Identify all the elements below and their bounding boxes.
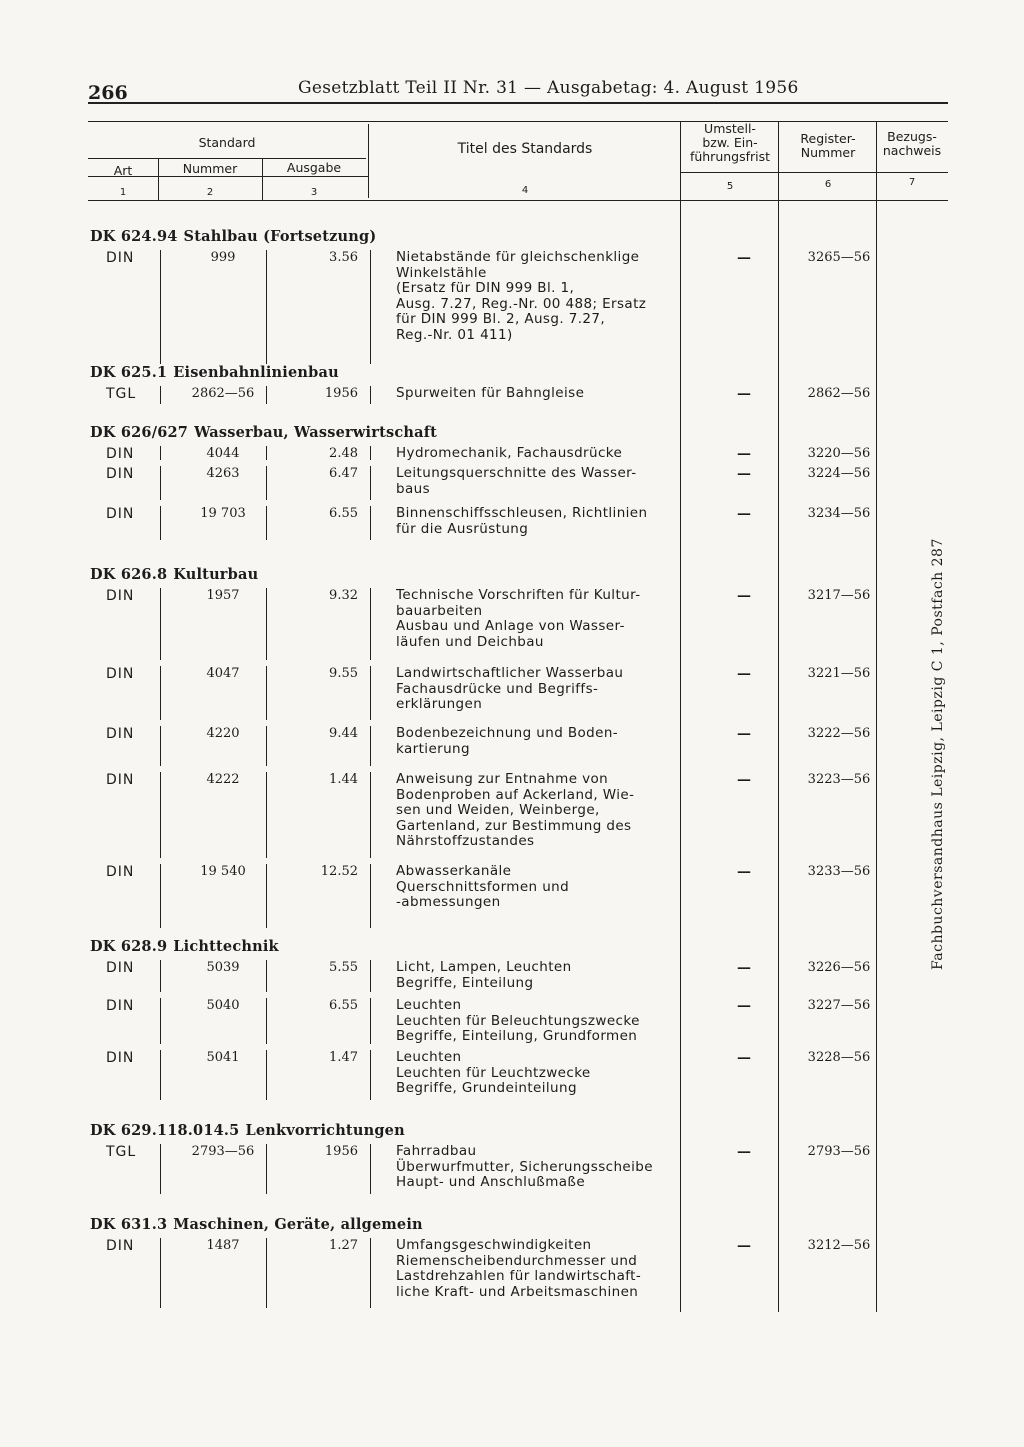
cell-nummer: 1957 (206, 588, 240, 603)
cell-ausgabe: 1.27 (329, 1238, 358, 1253)
cell-nummer: 999 (210, 250, 236, 265)
row-rule (160, 666, 161, 720)
cell-nummer: 5041 (206, 1050, 240, 1065)
cell-ausgabe: 1.44 (329, 772, 358, 787)
title-line: Landwirtschaftlicher Wasserbau (396, 665, 624, 681)
cell-umstell: — (737, 1144, 751, 1160)
row-rule (266, 772, 267, 858)
title-line: Abwasserkanäle (396, 863, 512, 879)
cell-umstell: — (737, 864, 751, 880)
title-line: Haupt- und Anschlußmaße (396, 1174, 586, 1190)
cell-nummer: 4044 (206, 446, 240, 461)
table-row (88, 1238, 948, 1314)
row-rule (160, 1238, 161, 1308)
cell-umstell: — (737, 1050, 751, 1066)
cell-titel (396, 386, 696, 402)
header-nummer: Nummer (182, 161, 238, 176)
cell-register: 3212—56 (807, 1238, 871, 1253)
title-line: sen und Weiden, Weinberge, (396, 802, 600, 818)
cell-nummer: 19 703 (200, 506, 246, 521)
title-line: Bodenbezeichnung und Boden- (396, 725, 619, 741)
cell-art: DIN (106, 506, 135, 522)
cell-nummer: 19 540 (200, 864, 246, 879)
row-rule (370, 386, 371, 404)
title-line: -abmessungen (396, 894, 501, 910)
row-rule (370, 466, 371, 500)
title-line: Reg.-Nr. 01 411) (396, 326, 513, 343)
row-rule (266, 1144, 267, 1194)
col-number: 1 (119, 187, 127, 198)
table-row (88, 864, 948, 934)
col-number: 6 (824, 179, 832, 190)
table-row (88, 386, 948, 410)
cell-nummer: 2862—56 (191, 386, 255, 401)
header-register (780, 132, 876, 160)
title-line: Licht, Lampen, Leuchten (396, 959, 572, 975)
row-rule (370, 1050, 371, 1100)
title-line: Überwurfmutter, Sicherungsscheibe (396, 1158, 653, 1175)
cell-ausgabe: 9.44 (329, 726, 358, 741)
cell-titel (396, 1050, 696, 1097)
header-umstell-line: bzw. Ein- (702, 135, 758, 150)
cell-art: DIN (106, 864, 135, 880)
row-rule (266, 726, 267, 766)
row-rule (160, 386, 161, 404)
row-rule (266, 960, 267, 992)
cell-nummer: 2793—56 (191, 1144, 255, 1159)
header-ausgabe: Ausgabe (286, 160, 342, 175)
row-rule (370, 588, 371, 660)
section-name: Maschinen, Geräte, allgemein (173, 1216, 423, 1233)
title-line: Riemenscheibendurchmesser und (396, 1252, 638, 1269)
header-divider (88, 176, 368, 177)
title-line: kartierung (396, 740, 470, 757)
table-row (88, 726, 948, 772)
cell-titel (396, 666, 696, 713)
header-col-rule (158, 158, 159, 200)
cell-nummer: 5039 (206, 960, 240, 975)
cell-register: 3217—56 (807, 588, 871, 603)
col-number: 7 (908, 177, 916, 188)
title-line: Ausg. 7.27, Reg.-Nr. 00 488; Ersatz (396, 295, 647, 312)
section-code: DK 624.94 (90, 228, 178, 245)
cell-art: DIN (106, 588, 135, 604)
title-line: Begriffe, Einteilung (396, 974, 534, 991)
cell-nummer: 5040 (206, 998, 240, 1013)
title-line: Hydromechanik, Fachausdrücke (396, 445, 623, 461)
title-line: baus (396, 480, 431, 497)
section-name: Kulturbau (173, 566, 259, 583)
cell-umstell: — (737, 446, 751, 462)
cell-art: DIN (106, 666, 135, 682)
side-imprint-text: Fachbuchversandhaus Leipzig, Leipzig C 1, Postfach 287 (930, 538, 946, 970)
header-divider (88, 158, 366, 159)
cell-ausgabe: 6.55 (329, 998, 358, 1013)
section-name: Lichttechnik (173, 938, 279, 955)
row-rule (370, 250, 371, 364)
cell-titel (396, 446, 696, 462)
cell-register: 3234—56 (807, 506, 871, 521)
side-imprint (930, 538, 1024, 970)
header-col-rule (368, 124, 369, 198)
section-title (90, 364, 339, 381)
cell-nummer: 4047 (206, 666, 240, 681)
title-line: Anweisung zur Entnahme von (396, 771, 609, 787)
cell-art: DIN (106, 998, 135, 1014)
header-col-rule (262, 158, 263, 200)
row-rule (266, 446, 267, 460)
cell-art: DIN (106, 726, 135, 742)
title-line: für die Ausrüstung (396, 520, 529, 537)
section-rows (88, 250, 948, 370)
cell-register: 3233—56 (807, 864, 871, 879)
section-code: DK 631.3 (90, 1216, 168, 1233)
title-line: für DIN 999 Bl. 2, Ausg. 7.27, (396, 311, 606, 327)
header-register-line: Register- (800, 131, 856, 146)
running-head (88, 78, 948, 102)
cell-umstell: — (737, 588, 751, 604)
table-row (88, 1050, 948, 1106)
title-line: Spurweiten für Bahngleise (396, 385, 585, 401)
title-line: Begriffe, Grundeinteilung (396, 1080, 577, 1096)
row-rule (160, 1050, 161, 1100)
title-line: (Ersatz für DIN 999 Bl. 1, (396, 280, 575, 296)
section-name: Lenkvorrichtungen (245, 1122, 405, 1139)
row-rule (266, 250, 267, 364)
title-line: Nietabstände für gleichschenklige (396, 249, 640, 265)
row-rule (266, 1050, 267, 1100)
row-rule (370, 506, 371, 540)
cell-art: DIN (106, 250, 135, 266)
cell-art: DIN (106, 466, 135, 482)
cell-umstell: — (737, 250, 751, 266)
table-row (88, 772, 948, 864)
row-rule (266, 864, 267, 928)
row-rule (370, 864, 371, 928)
row-rule (160, 250, 161, 364)
section-name: Eisenbahnlinienbau (173, 364, 339, 381)
row-rule (266, 998, 267, 1044)
title-line: Gartenland, zur Bestimmung des (396, 817, 632, 834)
row-rule (266, 466, 267, 500)
title-line: Nährstoffzustandes (396, 833, 535, 849)
table-header (88, 120, 948, 200)
section-rows (88, 960, 948, 1106)
cell-titel (396, 588, 696, 650)
cell-art: DIN (106, 1050, 135, 1066)
section-title (90, 1122, 405, 1139)
title-line: Querschnittsformen und (396, 878, 570, 895)
title-line: Technische Vorschriften für Kultur- (396, 587, 641, 603)
section-name: Stahlbau (Fortsetzung) (183, 228, 377, 245)
table-row (88, 446, 948, 466)
header-art: Art (113, 163, 133, 178)
cell-ausgabe: 1956 (324, 386, 358, 401)
row-rule (266, 506, 267, 540)
cell-umstell: — (737, 726, 751, 742)
section-title (90, 1216, 423, 1233)
header-bezugs (876, 130, 948, 158)
cell-ausgabe: 5.55 (329, 960, 358, 975)
row-rule (370, 772, 371, 858)
cell-register: 2793—56 (807, 1144, 871, 1159)
row-rule (370, 960, 371, 992)
section-code: DK 629.118.014.5 (90, 1122, 240, 1139)
cell-ausgabe: 12.52 (320, 864, 358, 879)
col-number: 5 (726, 181, 734, 192)
section-rows (88, 446, 948, 546)
cell-nummer: 1487 (206, 1238, 240, 1253)
section-rows (88, 1144, 948, 1200)
header-umstell (682, 122, 778, 164)
cell-umstell: — (737, 1238, 751, 1254)
section-rows (88, 588, 948, 934)
title-line: Lastdrehzahlen für landwirtschaft- (396, 1268, 642, 1284)
cell-umstell: — (737, 506, 751, 522)
title-line: liche Kraft- und Arbeitsmaschinen (396, 1283, 639, 1300)
section-rows (88, 386, 948, 410)
cell-register: 3226—56 (807, 960, 871, 975)
title-line: erklärungen (396, 696, 483, 712)
row-rule (160, 772, 161, 858)
title-line: Leitungsquerschnitte des Wasser- (396, 465, 637, 481)
row-rule (160, 506, 161, 540)
cell-register: 3223—56 (807, 772, 871, 787)
row-rule (160, 446, 161, 460)
cell-titel (396, 466, 696, 497)
header-bottom-rule (88, 200, 948, 201)
row-rule (370, 998, 371, 1044)
table-row (88, 960, 948, 998)
section-code: DK 625.1 (90, 364, 168, 381)
title-line: Fahrradbau (396, 1143, 477, 1159)
title-line: Leuchten (396, 997, 462, 1013)
cell-register: 3224—56 (807, 466, 871, 481)
cell-titel (396, 998, 696, 1045)
header-standard: Standard (198, 135, 256, 150)
cell-ausgabe: 9.32 (329, 588, 358, 603)
header-bezugs-line: Bezugs- (887, 129, 937, 144)
row-rule (370, 1144, 371, 1194)
cell-register: 3220—56 (807, 446, 871, 461)
section-title (90, 228, 376, 245)
table-row (88, 506, 948, 546)
cell-ausgabe: 3.56 (329, 250, 358, 265)
table-row (88, 998, 948, 1050)
table-row (88, 666, 948, 726)
table-row (88, 466, 948, 506)
header-titel: Titel des Standards (457, 141, 593, 157)
cell-art: DIN (106, 960, 135, 976)
row-rule (266, 386, 267, 404)
section-title (90, 566, 258, 583)
section-title (90, 938, 279, 955)
col-number: 4 (521, 185, 529, 196)
section-name: Wasserbau, Wasserwirtschaft (194, 424, 438, 441)
title-line: Ausbau und Anlage von Wasser- (396, 618, 625, 634)
title-line: läufen und Deichbau (396, 633, 544, 650)
cell-ausgabe: 1.47 (329, 1050, 358, 1065)
title-line: Winkelstähle (396, 264, 487, 281)
row-rule (266, 666, 267, 720)
cell-register: 3227—56 (807, 998, 871, 1013)
header-bezugs-line: nachweis (882, 143, 942, 158)
header-umstell-line: führungsfrist (689, 149, 771, 164)
cell-titel (396, 960, 696, 991)
header-register-line: Nummer (800, 145, 856, 160)
section-code: DK 626/627 (90, 424, 189, 441)
cell-ausgabe: 2.48 (329, 446, 358, 461)
col-number: 2 (206, 187, 214, 198)
title-line: Umfangsgeschwindigkeiten (396, 1237, 592, 1253)
cell-nummer: 4222 (206, 772, 240, 787)
title-line: Begriffe, Einteilung, Grundformen (396, 1028, 638, 1044)
row-rule (370, 1238, 371, 1308)
cell-ausgabe: 6.47 (329, 466, 358, 481)
table-row (88, 588, 948, 666)
cell-register: 3265—56 (807, 250, 871, 265)
title-line: bauarbeiten (396, 602, 483, 619)
cell-art: DIN (106, 446, 135, 462)
row-rule (160, 1144, 161, 1194)
cell-art: TGL (106, 386, 137, 402)
cell-umstell: — (737, 960, 751, 976)
cell-nummer: 4220 (206, 726, 240, 741)
header-umstell-line: Umstell- (704, 121, 756, 136)
row-rule (160, 726, 161, 766)
head-rule (88, 102, 948, 104)
row-rule (266, 588, 267, 660)
cell-umstell: — (737, 666, 751, 682)
cell-titel (396, 506, 696, 537)
row-rule (370, 666, 371, 720)
section-rows (88, 1238, 948, 1314)
cell-titel (396, 864, 696, 911)
col-number: 3 (310, 187, 318, 198)
cell-titel (396, 772, 696, 850)
section-code: DK 628.9 (90, 938, 168, 955)
cell-art: TGL (106, 1144, 137, 1160)
row-rule (160, 998, 161, 1044)
page-number: 266 (88, 82, 128, 104)
cell-register: 3228—56 (807, 1050, 871, 1065)
row-rule (266, 1238, 267, 1308)
section-code: DK 626.8 (90, 566, 168, 583)
header-divider (680, 172, 948, 173)
cell-titel (396, 1144, 696, 1191)
row-rule (160, 864, 161, 928)
cell-titel (396, 250, 696, 343)
cell-umstell: — (737, 772, 751, 788)
title-line: Binnenschiffsschleusen, Richtlinien (396, 505, 648, 521)
cell-ausgabe: 6.55 (329, 506, 358, 521)
cell-art: DIN (106, 772, 135, 788)
cell-register: 3222—56 (807, 726, 871, 741)
title-line: Bodenproben auf Ackerland, Wie- (396, 786, 635, 803)
row-rule (160, 466, 161, 500)
cell-umstell: — (737, 998, 751, 1014)
cell-register: 3221—56 (807, 666, 871, 681)
section-title (90, 424, 437, 441)
cell-titel (396, 726, 696, 757)
cell-ausgabe: 1956 (324, 1144, 358, 1159)
cell-art: DIN (106, 1238, 135, 1254)
cell-umstell: — (737, 386, 751, 402)
row-rule (370, 446, 371, 460)
table-row (88, 1144, 948, 1200)
cell-umstell: — (737, 466, 751, 482)
cell-titel (396, 1238, 696, 1300)
row-rule (160, 960, 161, 992)
title-line: Leuchten für Beleuchtungszwecke (396, 1012, 640, 1029)
page-title: Gesetzblatt Teil II Nr. 31 — Ausgabetag: 4. August 1956 (298, 78, 799, 98)
title-line: Leuchten für Leuchtzwecke (396, 1064, 591, 1081)
cell-ausgabe: 9.55 (329, 666, 358, 681)
row-rule (160, 588, 161, 660)
row-rule (370, 726, 371, 766)
table-row (88, 250, 948, 370)
title-line: Leuchten (396, 1049, 462, 1065)
cell-nummer: 4263 (206, 466, 240, 481)
title-line: Fachausdrücke und Begriffs- (396, 680, 599, 697)
cell-register: 2862—56 (807, 386, 871, 401)
